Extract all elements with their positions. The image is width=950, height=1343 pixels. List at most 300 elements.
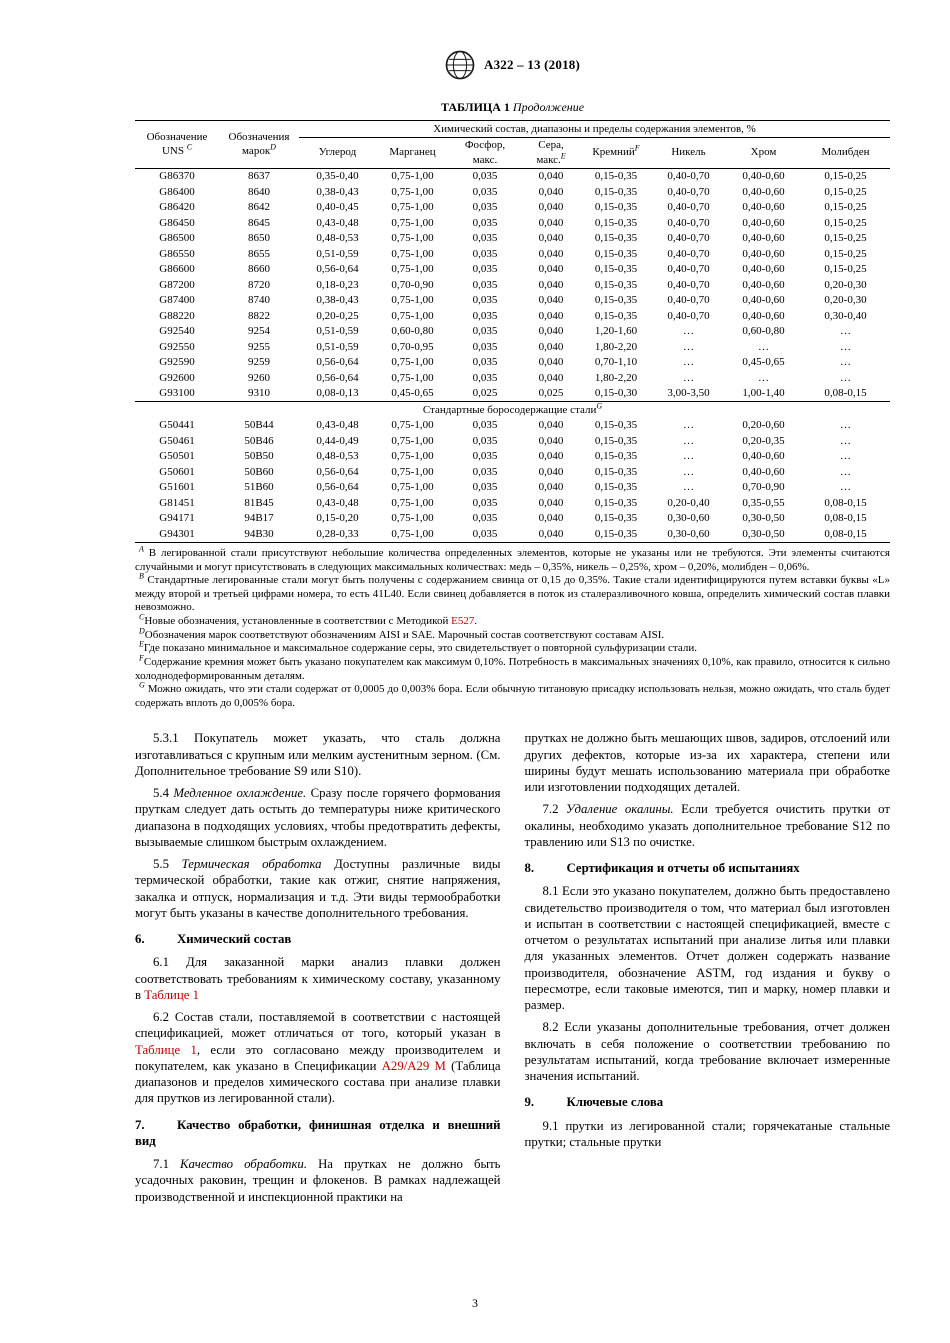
table-cell: 0,43-0,48 bbox=[316, 419, 359, 432]
table-cell: 0,75-1,00 bbox=[391, 216, 434, 229]
table-row bbox=[135, 526, 890, 542]
table-cell: 0,035 bbox=[472, 232, 498, 245]
table-cell: 0,040 bbox=[538, 170, 564, 183]
section-number: 6. bbox=[135, 932, 145, 947]
paragraph: 5.5 Термическая обработка Доступны различные виды термической обработки, такие как отжиг, снятие напряжения, закалка и отпуск, нормализация и т.д. Эти виды термообработки могут быть указаны в качестве дополнительного требования. bbox=[135, 857, 501, 920]
document-body bbox=[135, 730, 890, 1211]
left-column bbox=[135, 730, 501, 1211]
table-row bbox=[135, 480, 890, 496]
table-cell: 0,40-0,60 bbox=[742, 201, 785, 214]
table-row bbox=[135, 308, 890, 324]
table-cell: 0,15-0,25 bbox=[824, 263, 867, 276]
table-row bbox=[135, 464, 890, 480]
table-cell: 0,40-0,70 bbox=[667, 263, 710, 276]
table-cell: 0,30-0,40 bbox=[824, 309, 867, 322]
table-cell: 0,75-1,00 bbox=[391, 465, 434, 478]
text-run: 8.2 Если указаны дополнительные требования, отчет должен включать в себя положение о соответствии требованию по результатам испытаний, когда требование включает измеренные значения испытаний. bbox=[524, 1020, 890, 1084]
table-cell: 0,51-0,59 bbox=[316, 325, 359, 338]
table-cell: 0,75-1,00 bbox=[391, 294, 434, 307]
table-cell: 0,70-0,90 bbox=[391, 278, 434, 291]
table-row bbox=[135, 433, 890, 449]
table-cell: 0,56-0,64 bbox=[316, 356, 359, 369]
table-cell: 0,040 bbox=[538, 294, 564, 307]
table-cell: 0,15-0,35 bbox=[594, 450, 638, 463]
table-cell: 8822 bbox=[248, 309, 270, 322]
text-run: Сера, bbox=[538, 139, 564, 152]
table-cell: 0,75-1,00 bbox=[391, 496, 434, 509]
text-run: Марганец bbox=[389, 146, 436, 159]
paragraph bbox=[525, 883, 891, 1013]
doc-link[interactable]: Таблице 1 bbox=[135, 1042, 197, 1057]
section-title: Ключевые слова bbox=[566, 1095, 664, 1110]
text-run: 6.1 Для заказанной марки анализ плавки должен соответствовать требованиям к химическому составу, указанному в bbox=[135, 955, 501, 1002]
table-cell: 0,38-0,43 bbox=[316, 294, 359, 307]
table-cell: 0,70-0,95 bbox=[391, 340, 434, 353]
table-cell: … bbox=[683, 371, 694, 384]
table-cell: G50461 bbox=[159, 434, 195, 447]
table-cell: 0,40-0,70 bbox=[667, 216, 710, 229]
table-cell: 0,040 bbox=[538, 185, 564, 198]
footnote bbox=[135, 571, 890, 615]
table-cell: 0,45-0,65 bbox=[391, 387, 434, 400]
footnote-marker: E bbox=[139, 639, 144, 649]
text-run: Можно ожидать, что эти стали содержат от 0,0005 до 0,003% бора. Если обычную титановую присадку использовать нельзя, можно ожидать, что сталь будет содержать вплоть до 0,005% бора. bbox=[135, 683, 890, 709]
col-header-uns bbox=[135, 121, 219, 169]
table-cell: 50B60 bbox=[244, 465, 274, 478]
table-cell: 0,040 bbox=[538, 356, 564, 369]
table-cell: 0,35-0,40 bbox=[316, 170, 359, 183]
table-cell: 0,40-0,60 bbox=[742, 278, 785, 291]
table-cell: 0,035 bbox=[472, 170, 498, 183]
table-cell: 0,70-0,90 bbox=[742, 481, 785, 494]
text-run: Химический состав, диапазоны и пределы содержания элементов, % bbox=[433, 122, 756, 135]
table-cell: 0,20-0,60 bbox=[742, 419, 785, 432]
table-cell: 0,040 bbox=[538, 247, 564, 260]
table-row bbox=[135, 200, 890, 216]
table-cell: … bbox=[683, 356, 694, 369]
table-cell: 0,15-0,35 bbox=[594, 170, 638, 183]
table-cell: 0,040 bbox=[538, 481, 564, 494]
table-cell: 50B44 bbox=[244, 419, 274, 432]
table-cell: … bbox=[758, 371, 769, 384]
paragraph bbox=[525, 1019, 891, 1084]
text-run: 7.2 bbox=[542, 802, 567, 817]
table-cell: 0,40-0,70 bbox=[667, 232, 710, 245]
section-number: 9. bbox=[524, 1095, 535, 1110]
footnote-marker: B bbox=[139, 571, 144, 581]
table-footnotes bbox=[135, 544, 890, 711]
text-run: Углерод bbox=[318, 146, 357, 159]
table-cell: G92550 bbox=[159, 340, 195, 353]
section-title: Сертификация и отчеты об испытаниях bbox=[566, 861, 800, 876]
table-cell: 0,20-0,35 bbox=[742, 434, 785, 447]
table-cell: 1,80-2,20 bbox=[594, 340, 638, 353]
section-heading bbox=[525, 860, 891, 876]
text-run: Сразу после горячего формования пруткам следует дать остыть до температуры ниже критического диапазона в подходящих условиях, чтобы предотвратить дефекты, вызываемые слишком быстрым охлаждением. bbox=[135, 786, 501, 849]
table-cell: 0,35-0,55 bbox=[742, 496, 785, 509]
table-header-row-1 bbox=[135, 121, 890, 138]
table-cell: G50501 bbox=[159, 450, 195, 463]
table-cell: G86500 bbox=[159, 232, 195, 245]
table-cell: … bbox=[840, 356, 851, 369]
table-cell: 0,035 bbox=[472, 434, 498, 447]
text-run: Обозначение bbox=[146, 130, 208, 143]
table-cell: 0,040 bbox=[538, 465, 564, 478]
table-cell: 0,75-1,00 bbox=[391, 419, 434, 432]
table-cell: 0,30-0,50 bbox=[742, 527, 785, 540]
table-cell: 0,035 bbox=[472, 465, 498, 478]
table-row bbox=[135, 449, 890, 465]
text-run: 9.1 прутки из легированной стали; горячекатаные стальные прутки; стальные прутки bbox=[524, 1118, 890, 1149]
table-cell: 0,40-0,60 bbox=[742, 232, 785, 245]
section-heading bbox=[135, 931, 501, 947]
table-cell: 51B60 bbox=[244, 481, 274, 494]
table-cell: 0,15-0,35 bbox=[594, 309, 638, 322]
table-cell: 0,56-0,64 bbox=[316, 465, 359, 478]
table-cell: 9310 bbox=[248, 387, 270, 400]
footnote-marker: F bbox=[634, 143, 640, 153]
col-header-carbon bbox=[299, 137, 376, 168]
table-cell: 0,75-1,00 bbox=[391, 263, 434, 276]
table-cell: 0,75-1,00 bbox=[391, 434, 434, 447]
table-cell: G86450 bbox=[159, 216, 195, 229]
table-cell: G86600 bbox=[159, 263, 195, 276]
col-header-phosphorus bbox=[449, 137, 521, 168]
table-cell: 0,040 bbox=[538, 216, 564, 229]
table-cell: 0,08-0,15 bbox=[824, 512, 867, 525]
right-column bbox=[525, 730, 891, 1211]
table-cell: 0,040 bbox=[538, 450, 564, 463]
section-heading bbox=[135, 1117, 501, 1150]
text-run: Хром bbox=[750, 146, 777, 159]
table-cell: 0,15-0,35 bbox=[594, 185, 638, 198]
col-header-sulfur bbox=[521, 137, 581, 168]
table-cell: … bbox=[840, 419, 851, 432]
table-cell: G81451 bbox=[159, 496, 195, 509]
document-header bbox=[135, 50, 890, 80]
table-cell: G86420 bbox=[159, 201, 195, 214]
text-run: макс. bbox=[472, 153, 498, 166]
table-cell: 0,035 bbox=[472, 263, 498, 276]
text-run: (Таблица диапазонов и пределов химического состава при анализе плавки для прутков из легированной стали). bbox=[135, 1058, 501, 1106]
table-cell: 0,20-0,40 bbox=[667, 496, 710, 509]
table-cell: 0,75-1,00 bbox=[391, 232, 434, 245]
table-cell: 0,040 bbox=[538, 325, 564, 338]
doc-link[interactable]: E527 bbox=[451, 615, 475, 628]
footnote-marker: G bbox=[139, 680, 145, 690]
table-cell: … bbox=[683, 325, 694, 338]
text-run: Новые обозначения, установленные в соответствии с Методикой bbox=[144, 615, 452, 628]
footnote bbox=[135, 639, 890, 656]
text-run: . bbox=[474, 615, 478, 628]
table-cell: 0,60-0,80 bbox=[391, 325, 434, 338]
table-cell: … bbox=[840, 481, 851, 494]
table-cell: 8642 bbox=[248, 201, 270, 214]
table-cell: 0,40-0,60 bbox=[742, 294, 785, 307]
table-cell: 0,15-0,25 bbox=[824, 201, 867, 214]
table-row bbox=[135, 418, 890, 434]
table-cell: 0,035 bbox=[472, 247, 498, 260]
table-cell: 0,040 bbox=[538, 263, 564, 276]
table-cell: 0,20-0,30 bbox=[824, 294, 867, 307]
table-cell: 0,035 bbox=[472, 201, 498, 214]
table-cell: G92540 bbox=[159, 325, 195, 338]
table-cell: G93100 bbox=[159, 387, 195, 400]
col-header-nickel bbox=[651, 137, 726, 168]
text-run: UNS bbox=[161, 145, 187, 158]
text-run: Стандартные боросодержащие стали bbox=[422, 403, 597, 416]
text-run: В легированной стали присутствуют небольшие количества определенных элементов, которые не указаны или не требуются. Эти элементы считаются случайными и могут присутствовать в следующих максимальных количествах: медь – 0,35%, никель – 0,25%, хром – 0,20%, молибден – 0,06%. bbox=[135, 546, 890, 573]
table-cell: 0,15-0,35 bbox=[594, 512, 638, 525]
table-row bbox=[135, 511, 890, 527]
footnote-marker: A bbox=[139, 544, 144, 554]
table-row bbox=[135, 495, 890, 511]
table-cell: 8637 bbox=[248, 170, 270, 183]
table-cell: 0,40-0,70 bbox=[667, 170, 710, 183]
footnote-marker: C bbox=[186, 142, 193, 152]
text-run: Содержание кремния может быть указано покупателем как максимум 0,10%. Потребность в максимальных значениях 0,10%, как правило, относится к сильно холоднодеформированным деталям. bbox=[135, 655, 890, 682]
table-cell: 0,51-0,59 bbox=[316, 247, 359, 260]
table-cell: 0,40-0,60 bbox=[742, 170, 785, 183]
table-cell: 0,40-0,60 bbox=[742, 216, 785, 229]
table-row bbox=[135, 324, 890, 340]
table-cell: … bbox=[683, 465, 694, 478]
table-cell: 0,75-1,00 bbox=[391, 450, 434, 463]
table-cell: 0,15-0,35 bbox=[594, 481, 638, 494]
table-cell: 0,15-0,25 bbox=[824, 247, 867, 260]
paragraph bbox=[135, 730, 501, 779]
table-cell: 0,15-0,35 bbox=[594, 294, 638, 307]
table-cell: 0,040 bbox=[538, 527, 564, 540]
table-cell: 0,040 bbox=[538, 278, 564, 291]
table-cell: 0,025 bbox=[538, 387, 564, 400]
table-cell: 94B17 bbox=[244, 512, 274, 525]
table-cell: 0,035 bbox=[472, 356, 498, 369]
table-cell: 0,40-0,70 bbox=[667, 309, 710, 322]
paragraph: 5.4 Медленное охлаждение. Сразу после горячего формования пруткам следует дать остыть до температуры ниже критического диапазона в подходящих условиях, чтобы предотвратить дефекты, вызываемые слишком быстрым охлаждением. bbox=[135, 786, 501, 849]
table-cell: 0,40-0,60 bbox=[742, 263, 785, 276]
table-cell: 0,15-0,20 bbox=[316, 512, 359, 525]
table-cell: 0,40-0,60 bbox=[742, 247, 785, 260]
text-run: Где показано минимальное и максимальное содержание серы, это свидетельствует о повторной сульфуризации стали. bbox=[143, 642, 697, 655]
col-header-manganese bbox=[376, 137, 449, 168]
table-cell: 0,30-0,50 bbox=[742, 512, 785, 525]
table-cell: 0,035 bbox=[472, 325, 498, 338]
table-cell: 0,43-0,48 bbox=[316, 216, 359, 229]
table-cell: 0,035 bbox=[472, 512, 498, 525]
table-cell: 0,15-0,35 bbox=[594, 232, 638, 245]
table-cell: 0,040 bbox=[538, 201, 564, 214]
table-cell: 0,30-0,60 bbox=[667, 527, 710, 540]
table-subtitle: Продолжение bbox=[512, 100, 585, 114]
table-cell: 0,15-0,35 bbox=[594, 201, 638, 214]
table-cell: 0,025 bbox=[472, 387, 498, 400]
table-cell: … bbox=[840, 434, 851, 447]
footnote bbox=[135, 612, 890, 629]
text-run: марок bbox=[242, 145, 271, 158]
table-cell: 1,20-1,60 bbox=[594, 325, 638, 338]
table-cell: 0,15-0,35 bbox=[594, 527, 638, 540]
table-cell: 0,035 bbox=[472, 481, 498, 494]
paragraph bbox=[135, 954, 501, 1003]
table-cell: 1,00-1,40 bbox=[742, 387, 785, 400]
table-cell: 0,20-0,30 bbox=[824, 278, 867, 291]
text-run: 7.1 bbox=[153, 1157, 181, 1172]
table-cell: 0,44-0,49 bbox=[316, 434, 359, 447]
table-cell: 0,15-0,35 bbox=[594, 496, 638, 509]
table-cell: 94B30 bbox=[244, 527, 274, 540]
table-cell: 0,15-0,25 bbox=[824, 232, 867, 245]
table-cell: 0,75-1,00 bbox=[391, 512, 434, 525]
table-cell: 0,08-0,15 bbox=[824, 387, 867, 400]
table-cell: 0,40-0,70 bbox=[667, 247, 710, 260]
table-cell: 0,40-0,60 bbox=[742, 465, 785, 478]
table-cell: 0,40-0,45 bbox=[316, 201, 359, 214]
table-cell: 0,48-0,53 bbox=[316, 232, 359, 245]
table-cell: 0,51-0,59 bbox=[316, 340, 359, 353]
text-run: На прутках не должно быть усадочных раковин, трещин и флокенов. В рамках надлежащей производственной и инспекционной практики на bbox=[135, 1157, 501, 1204]
table-cell: 0,15-0,35 bbox=[594, 419, 638, 432]
table-cell: 0,45-0,65 bbox=[742, 356, 785, 369]
table-row bbox=[135, 184, 890, 200]
table-cell: 0,08-0,15 bbox=[824, 496, 867, 509]
text-run: Обозначения марок соответствуют обозначениям AISI и SAE. Марочный состав соответствуют составам AISI. bbox=[144, 628, 665, 641]
text-run: , если это согласовано между производителем и покупателем, как указано в Спецификации bbox=[135, 1042, 501, 1073]
table-cell: 8640 bbox=[248, 185, 270, 198]
table-cell: G88220 bbox=[159, 309, 195, 322]
table-cell: 3,00-3,50 bbox=[667, 387, 710, 400]
table-row bbox=[135, 215, 890, 231]
table-cell: 0,56-0,64 bbox=[316, 481, 359, 494]
table-row bbox=[135, 293, 890, 309]
table-cell: G51601 bbox=[159, 481, 195, 494]
table-cell: 0,15-0,35 bbox=[594, 278, 638, 291]
table-cell: 0,15-0,35 bbox=[594, 263, 638, 276]
text-run: прутках не должно быть мешающих швов, задиров, отслоений или других дефектов, которые из-за их характера, степени или ширины будут мешать использованию материала при обработке или изготовлении подходящих деталей. bbox=[524, 731, 891, 795]
table-cell: 0,40-0,70 bbox=[667, 278, 710, 291]
table-cell: 0,08-0,15 bbox=[824, 527, 867, 540]
table-cell: 0,75-1,00 bbox=[391, 527, 434, 540]
footnote-marker: C bbox=[139, 612, 145, 622]
text-run: Молибден bbox=[821, 146, 870, 159]
table-cell: 0,20-0,25 bbox=[316, 309, 359, 322]
table-cell: 0,035 bbox=[472, 450, 498, 463]
table-cell: 0,75-1,00 bbox=[391, 247, 434, 260]
table-cell: 0,56-0,64 bbox=[316, 263, 359, 276]
text-run: Обозначения bbox=[228, 130, 290, 143]
table-row bbox=[135, 355, 890, 371]
col-header-grade bbox=[219, 121, 299, 169]
table-number: ТАБЛИЦА 1 bbox=[440, 100, 510, 114]
doc-link[interactable]: Таблице 1 bbox=[144, 987, 199, 1002]
text-run: Если требуется очистить прутки от окалины, необходимо указать дополнительное требование S12 по травлению или S13 по очистке. bbox=[524, 802, 890, 849]
table-cell: 0,035 bbox=[472, 496, 498, 509]
standard-steel-rows bbox=[135, 168, 890, 402]
table-cell: G94301 bbox=[159, 527, 195, 540]
table-cell: 0,040 bbox=[538, 434, 564, 447]
footnote-marker: D bbox=[270, 142, 276, 152]
table-cell: 0,035 bbox=[472, 371, 498, 384]
table-cell: … bbox=[840, 325, 851, 338]
table-cell: 0,75-1,00 bbox=[391, 185, 434, 198]
table-cell: G86370 bbox=[159, 170, 195, 183]
table-cell: 0,40-0,60 bbox=[742, 309, 785, 322]
doc-link[interactable]: A29/A29 М bbox=[381, 1058, 446, 1073]
text-run: Никель bbox=[671, 146, 706, 159]
table-cell: … bbox=[683, 450, 694, 463]
table-cell: G86550 bbox=[159, 247, 195, 260]
table-cell: 0,40-0,70 bbox=[667, 294, 710, 307]
table-cell: G92590 bbox=[159, 356, 195, 369]
text-run: Фосфор, bbox=[464, 139, 506, 152]
table-cell: … bbox=[840, 450, 851, 463]
table-cell: 9260 bbox=[248, 371, 270, 384]
table-cell: 0,70-1,10 bbox=[594, 356, 638, 369]
text-run: 5.5 bbox=[153, 857, 182, 872]
table-cell: 8645 bbox=[248, 216, 270, 229]
text-run: Кремний bbox=[592, 146, 635, 159]
table-cell: … bbox=[840, 371, 851, 384]
footnote-marker: G bbox=[596, 401, 603, 411]
table-cell: 8740 bbox=[248, 294, 270, 307]
table-row bbox=[135, 277, 890, 293]
table-cell: G87200 bbox=[159, 278, 195, 291]
table-cell: 9254 bbox=[248, 325, 270, 338]
table-cell: G92600 bbox=[159, 371, 195, 384]
table-cell: 0,48-0,53 bbox=[316, 450, 359, 463]
table-cell: 8655 bbox=[248, 247, 270, 260]
text-run: Доступны различные виды термической обработки, такие как отжиг, снятие напряжения, закалка и отпуск, нормализация и т.д. Эти виды термообработки могут быть указаны в качестве дополнительного требования. bbox=[135, 857, 501, 920]
table-cell: 0,38-0,43 bbox=[316, 185, 359, 198]
table-cell: G87400 bbox=[159, 294, 195, 307]
table-cell: 0,15-0,25 bbox=[824, 185, 867, 198]
col-header-chromium bbox=[726, 137, 801, 168]
table-cell: … bbox=[758, 340, 769, 353]
table-cell: 0,40-0,70 bbox=[667, 185, 710, 198]
table-cell: 0,035 bbox=[472, 216, 498, 229]
table-cell: … bbox=[840, 465, 851, 478]
footnote bbox=[135, 680, 890, 710]
table-cell: 0,035 bbox=[472, 309, 498, 322]
table-cell: 0,040 bbox=[538, 232, 564, 245]
table-cell: 0,035 bbox=[472, 294, 498, 307]
table-cell: 50B50 bbox=[244, 450, 274, 463]
table-row bbox=[135, 168, 890, 184]
table-cell: 0,60-0,80 bbox=[742, 325, 785, 338]
page-number: 3 bbox=[472, 1296, 478, 1310]
footnote-marker: E bbox=[560, 150, 566, 160]
table-cell: 1,80-2,20 bbox=[594, 371, 638, 384]
table-cell: 0,035 bbox=[472, 527, 498, 540]
table-cell: 0,15-0,25 bbox=[824, 216, 867, 229]
table-cell: 0,28-0,33 bbox=[316, 527, 359, 540]
text-run: 5.3.1 Покупатель может указать, что сталь должна изготавливаться с крупным или мелким аустенитным зерном. (См. Дополнительное требование S9 или S10). bbox=[135, 731, 501, 778]
table-cell: 81B45 bbox=[244, 496, 274, 509]
table-cell: … bbox=[683, 434, 694, 447]
section-number: 7. bbox=[135, 1117, 145, 1132]
table-cell: 0,035 bbox=[472, 185, 498, 198]
table-cell: 0,035 bbox=[472, 419, 498, 432]
table-cell: 0,75-1,00 bbox=[391, 201, 434, 214]
table-row bbox=[135, 339, 890, 355]
section-title: Химический состав bbox=[177, 932, 292, 947]
footnote bbox=[135, 626, 890, 643]
paragraph: 7.1 Качество обработки. На прутках не должно быть усадочных раковин, трещин и флокенов. В рамках надлежащей производственной и инспекционной практики на bbox=[135, 1157, 501, 1204]
table-row bbox=[135, 386, 890, 402]
table-cell: 8720 bbox=[248, 278, 270, 291]
table-cell: G94171 bbox=[159, 512, 195, 525]
table-cell: 0,08-0,13 bbox=[316, 387, 359, 400]
